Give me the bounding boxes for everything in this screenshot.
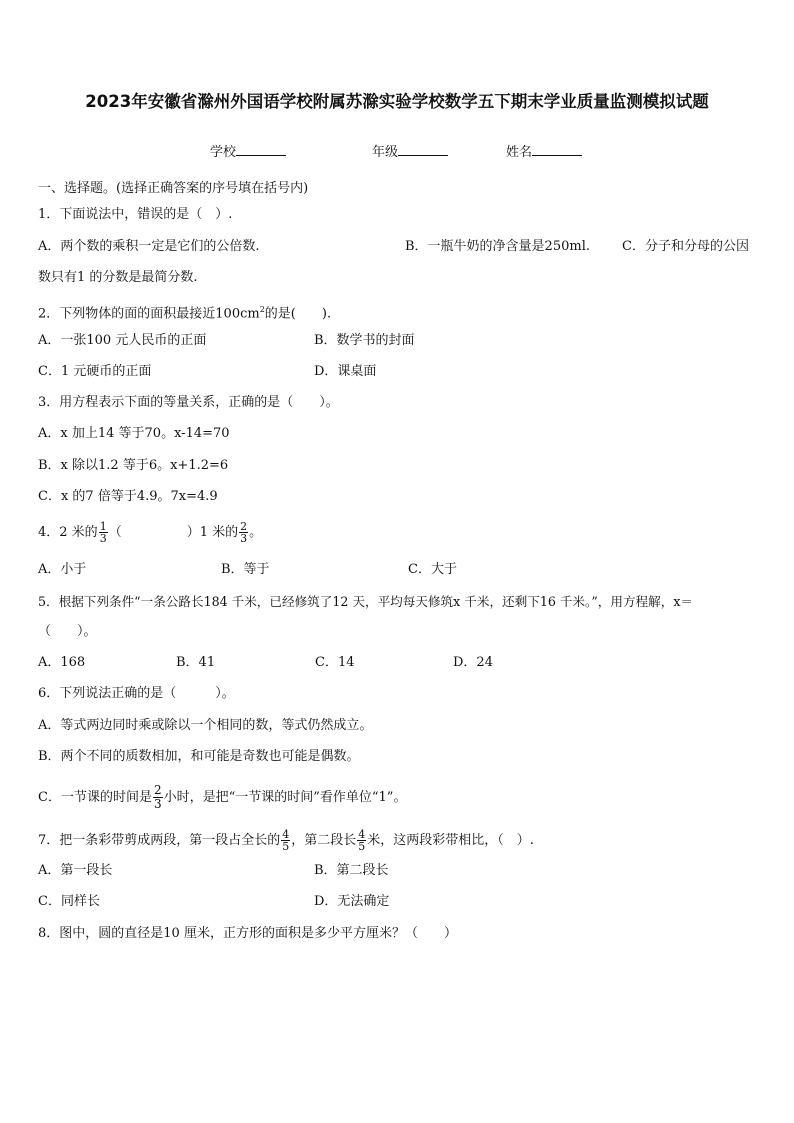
fraction-numerator: 4	[282, 828, 290, 841]
fraction-two-thirds	[153, 784, 163, 811]
fraction-numerator: 4	[358, 828, 366, 841]
question-4-option-a: A．小于	[38, 562, 87, 577]
school-field	[210, 141, 286, 160]
question-7-option-c: C．同样长	[38, 894, 100, 909]
question-6-option-c-text-start: C．一节课的时间是	[38, 790, 152, 805]
fraction-denominator: 3	[99, 532, 107, 545]
question-1-option-c-continued: 数只有1 的分数是最简分数.	[38, 270, 198, 285]
question-4-option-b: B．等于	[221, 562, 270, 577]
question-4-text-end: 。	[249, 525, 263, 540]
fraction-denominator: 5	[282, 840, 290, 853]
fraction-numerator: 2	[240, 520, 248, 533]
fraction-one-third	[99, 521, 108, 544]
question-1-stem: 1．下面说法中，错误的是（ ）.	[38, 207, 233, 222]
fraction-numerator: 1	[99, 520, 107, 533]
question-7-option-b: B．第二段长	[314, 863, 389, 878]
name-field	[506, 141, 582, 160]
question-7-stem	[38, 829, 534, 852]
question-6-stem: 6．下列说法正确的是（ ）。	[38, 686, 235, 701]
grade-blank	[398, 143, 448, 156]
grade-label: 年级	[372, 145, 399, 160]
question-5-option-c: C．14	[315, 655, 355, 670]
question-6-option-c-text-end: 小时，是把“一节课的时间”看作单位“1”。	[163, 790, 407, 805]
question-7-text-end: 米，这两段彩带相比，（ ）.	[367, 833, 534, 848]
question-5-option-b: B．41	[176, 655, 216, 670]
section-heading: 一、选择题。(选择正确答案的序号填在括号内)	[38, 181, 309, 196]
question-2-option-d: D．课桌面	[314, 364, 377, 379]
question-5-option-d: D．24	[453, 655, 493, 670]
question-6-option-c	[38, 784, 406, 811]
question-1-option-b: B．一瓶牛奶的净含量是250ml.	[405, 239, 590, 254]
question-5-stem-continued: （ ）。	[38, 624, 97, 639]
question-1-option-c: C．分子和分母的公因	[622, 239, 749, 254]
grade-field	[372, 141, 448, 160]
fraction-numerator: 2	[153, 783, 162, 797]
question-7-option-a: A．第一段长	[38, 863, 113, 878]
question-2-option-c: C．1 元硬币的正面	[38, 364, 152, 379]
question-5-stem: 5．根据下列条件“一条公路长184 千米，已经修筑了12 天，平均每天修筑x 千米，还剩下16 千米。”，用方程解，x＝	[38, 594, 694, 609]
fraction-four-fifths	[281, 829, 290, 852]
question-5-option-a: A．168	[38, 655, 86, 670]
question-4-text-middle: （ ）1 米的	[108, 525, 239, 540]
question-8-stem: 8．图中，圆的直径是10 厘米，正方形的面积是多少平方厘米？（ ）	[38, 926, 457, 941]
question-3-option-c: C．x 的7 倍等于4.9。7x=4.9	[38, 489, 218, 504]
question-3-option-a: A．x 加上14 等于70。x-14=70	[38, 426, 230, 441]
question-2-option-b: B．数学书的封面	[314, 333, 415, 348]
question-1-option-a: A．两个数的乘积一定是它们的公倍数.	[38, 239, 260, 254]
fraction-denominator: 3	[153, 797, 162, 811]
question-2-option-a: A．一张100 元人民币的正面	[38, 333, 207, 348]
question-3-option-b: B．x 除以1.2 等于6。x+1.2=6	[38, 458, 229, 473]
fraction-denominator: 3	[240, 532, 248, 545]
fraction-two-thirds	[239, 521, 248, 544]
question-2-stem-text: 2．下列物体的面的面积最接近100cm	[38, 306, 260, 322]
fraction-four-fifths	[357, 829, 366, 852]
fraction-denominator: 5	[358, 840, 366, 853]
name-blank	[532, 143, 582, 156]
question-6-option-a: A．等式两边同时乘或除以一个相同的数，等式仍然成立。	[38, 718, 373, 733]
question-4-stem	[38, 521, 262, 544]
question-3-stem: 3．用方程表示下面的等量关系，正确的是（ ）。	[38, 395, 339, 410]
question-2-exponent: 2	[259, 305, 265, 314]
school-label: 学校	[210, 145, 237, 160]
question-4-text-start: 4．2 米的	[38, 525, 98, 540]
question-4-option-c: C．大于	[408, 562, 457, 577]
question-6-option-b: B．两个不同的质数相加，和可能是奇数也可能是偶数。	[38, 749, 360, 764]
page-title: 2023年安徽省滁州外国语学校附属苏滁实验学校数学五下期末学业质量监测模拟试题	[85, 92, 709, 111]
question-7-option-d: D．无法确定	[314, 894, 390, 909]
question-2-stem-tail: 的是( ).	[264, 306, 332, 322]
question-7-text-start: 7．把一条彩带剪成两段，第一段占全长的	[38, 833, 281, 848]
question-2-stem	[38, 302, 331, 322]
question-7-text-middle: ，第二段长	[291, 833, 357, 848]
school-blank	[236, 143, 286, 156]
name-label: 姓名	[506, 145, 533, 160]
